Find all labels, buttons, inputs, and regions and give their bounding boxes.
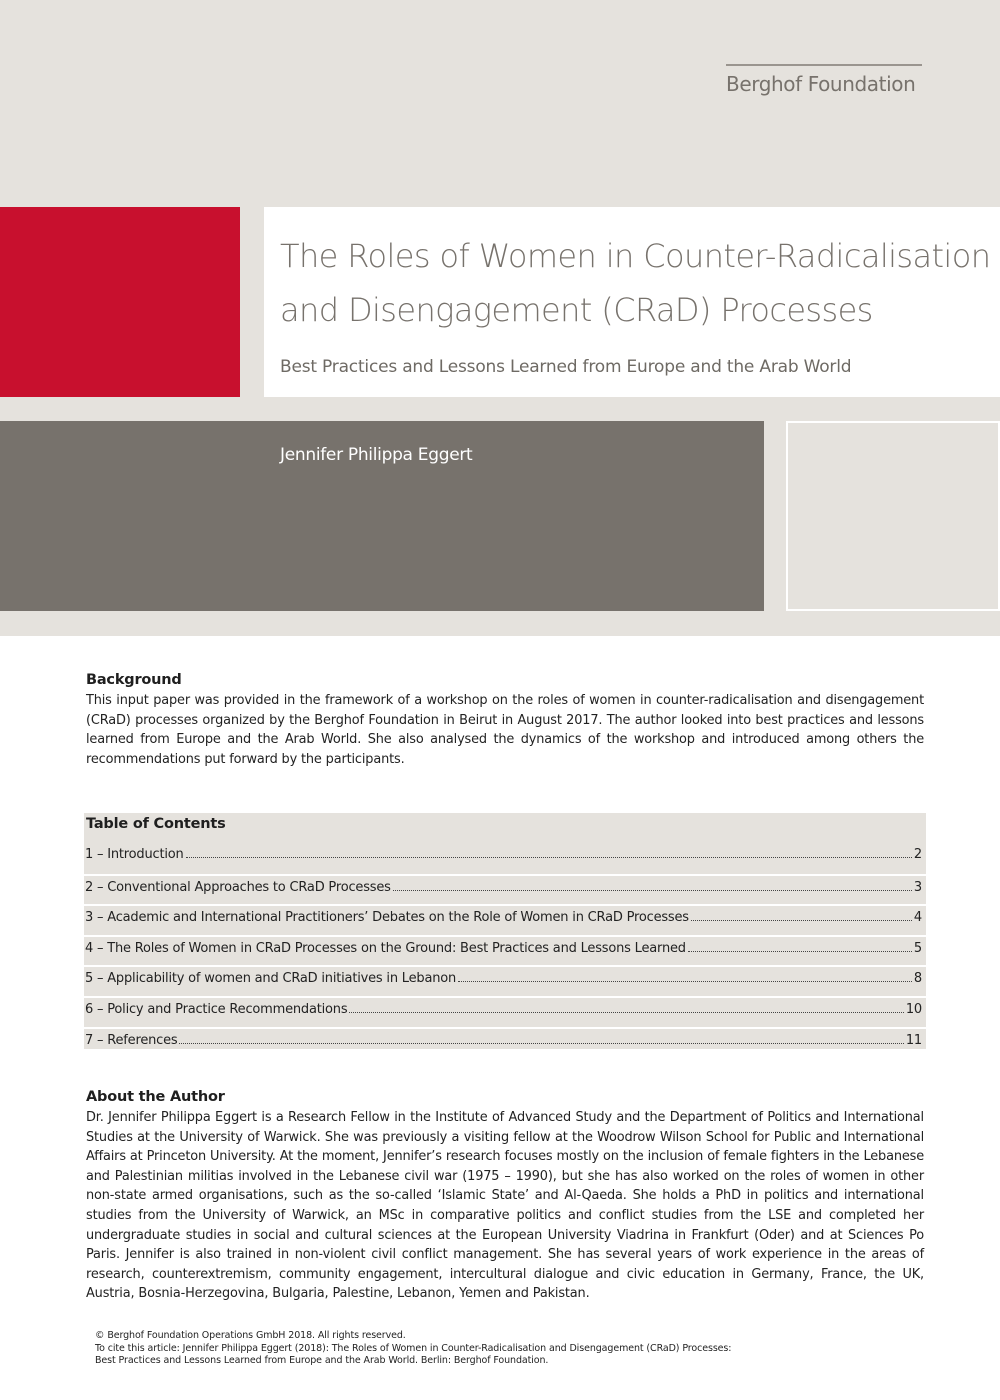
background-heading: Background xyxy=(86,672,182,688)
toc-list xyxy=(84,843,926,1057)
document-title: The Roles of Women in Counter-Radicalisation and Disengagement (CRaD) Processes xyxy=(280,237,991,329)
toc-entry-page: 8 xyxy=(913,971,922,987)
toc-entry-label: 3 – Academic and International Practitioners’ Debates on the Role of Women in CRaD Processes xyxy=(85,910,689,926)
toc-entry[interactable] xyxy=(84,965,926,996)
toc-entry[interactable] xyxy=(84,874,926,905)
red-accent-block xyxy=(0,207,240,397)
toc-entry-label: 7 – References xyxy=(85,1032,178,1048)
toc-leader-dots xyxy=(691,920,912,921)
toc-entry-page: 5 xyxy=(913,940,922,956)
title-box xyxy=(264,207,1000,397)
document-subtitle: Best Practices and Lessons Learned from Europe and the Arab World xyxy=(280,357,852,377)
side-decorative-box xyxy=(786,421,1000,611)
about-author-heading: About the Author xyxy=(86,1089,225,1105)
about-author-text: Dr. Jennifer Philippa Eggert is a Research Fellow in the Institute of Advanced Study and the Department of Politics and International Studies at the University of Warwick. She was previously a visiting fellow at the Woodrow Wilson School for Public and International Affairs at Princeton University. At the moment, Jennifer’s research focuses mostly on the inclusion of female fighters in the Lebanese and Palestinian militias involved in the Lebanese civil war (1975 – 1990), but she has also worked on the roles of women in other non-state armed organisations, such as the so-called ‘Islamic State’ and Al-Qaeda. She holds a PhD in politics and international studies from the University of Warwick, an MSc in comparative politics and conflict studies from the LSE and completed her undergraduate studies in social and cultural sciences at the European University Viadrina in Frankfurt (Oder) and at Sciences Po Paris. Jennifer is also trained in non-violent civil conflict management. She has several years of work experience in the areas of research, counterextremism, community engagement, intercultural dialogue and civic education in Germany, France, the UK, Austria, Bosnia-Herzegovina, Bulgaria, Palestine, Lebanon, Yemen and Pakistan. xyxy=(86,1110,924,1302)
footer xyxy=(95,1330,915,1368)
author-band xyxy=(0,421,764,611)
toc-entry[interactable] xyxy=(84,904,926,935)
toc-entry-page: 10 xyxy=(905,1001,922,1017)
toc-leader-dots xyxy=(179,1043,903,1044)
toc-entry-label: 5 – Applicability of women and CRaD initiatives in Lebanon xyxy=(85,971,457,987)
toc-entry-page: 4 xyxy=(913,910,922,926)
brand-logo xyxy=(726,64,922,96)
toc-entry[interactable] xyxy=(84,1027,926,1058)
toc-leader-dots xyxy=(186,857,912,858)
toc-entry-label: 4 – The Roles of Women in CRaD Processes on the Ground: Best Practices and Lessons Learned xyxy=(85,940,686,956)
background-section xyxy=(86,672,924,769)
table-of-contents xyxy=(84,813,926,1049)
toc-entry-label: 1 – Introduction xyxy=(85,847,184,862)
toc-entry[interactable] xyxy=(84,935,926,966)
toc-entry-page: 3 xyxy=(913,879,922,895)
toc-leader-dots xyxy=(349,1012,903,1013)
copyright-notice: © Berghof Foundation Operations GmbH 2018. All rights reserved. xyxy=(95,1330,406,1341)
brand-name: Berghof Foundation xyxy=(726,72,916,96)
toc-entry-label: 6 – Policy and Practice Recommendations xyxy=(85,1001,348,1017)
toc-leader-dots xyxy=(458,981,912,982)
background-text: This input paper was provided in the framework of a workshop on the roles of women in counter-radicalisation and disengagement (CRaD) processes organized by the Berghof Foundation in Beirut in August 2017. The author looked into best practices and lessons learned from Europe and the Arab World. She also analysed the dynamics of the workshop and introduced among others the recommendations put forward by the participants. xyxy=(86,693,924,767)
cover-panel xyxy=(0,0,1000,636)
toc-heading: Table of Contents xyxy=(86,816,226,832)
toc-entry-page: 11 xyxy=(905,1032,922,1048)
toc-entry[interactable] xyxy=(84,996,926,1027)
citation-line-2: Best Practices and Lessons Learned from Europe and the Arab World. Berlin: Berghof Foundation. xyxy=(95,1355,549,1366)
toc-entry-label: 2 – Conventional Approaches to CRaD Processes xyxy=(85,879,391,895)
author-name: Jennifer Philippa Eggert xyxy=(280,445,473,465)
brand-rule xyxy=(726,64,922,66)
toc-leader-dots xyxy=(393,890,912,891)
toc-leader-dots xyxy=(688,951,912,952)
about-author-section xyxy=(86,1089,924,1304)
toc-entry-page: 2 xyxy=(913,847,922,862)
toc-entry[interactable] xyxy=(84,843,926,874)
citation-line-1: To cite this article: Jennifer Philippa Eggert (2018): The Roles of Women in Counter-Radicalisation and Disengagement (CRaD) Processes: xyxy=(95,1342,732,1354)
